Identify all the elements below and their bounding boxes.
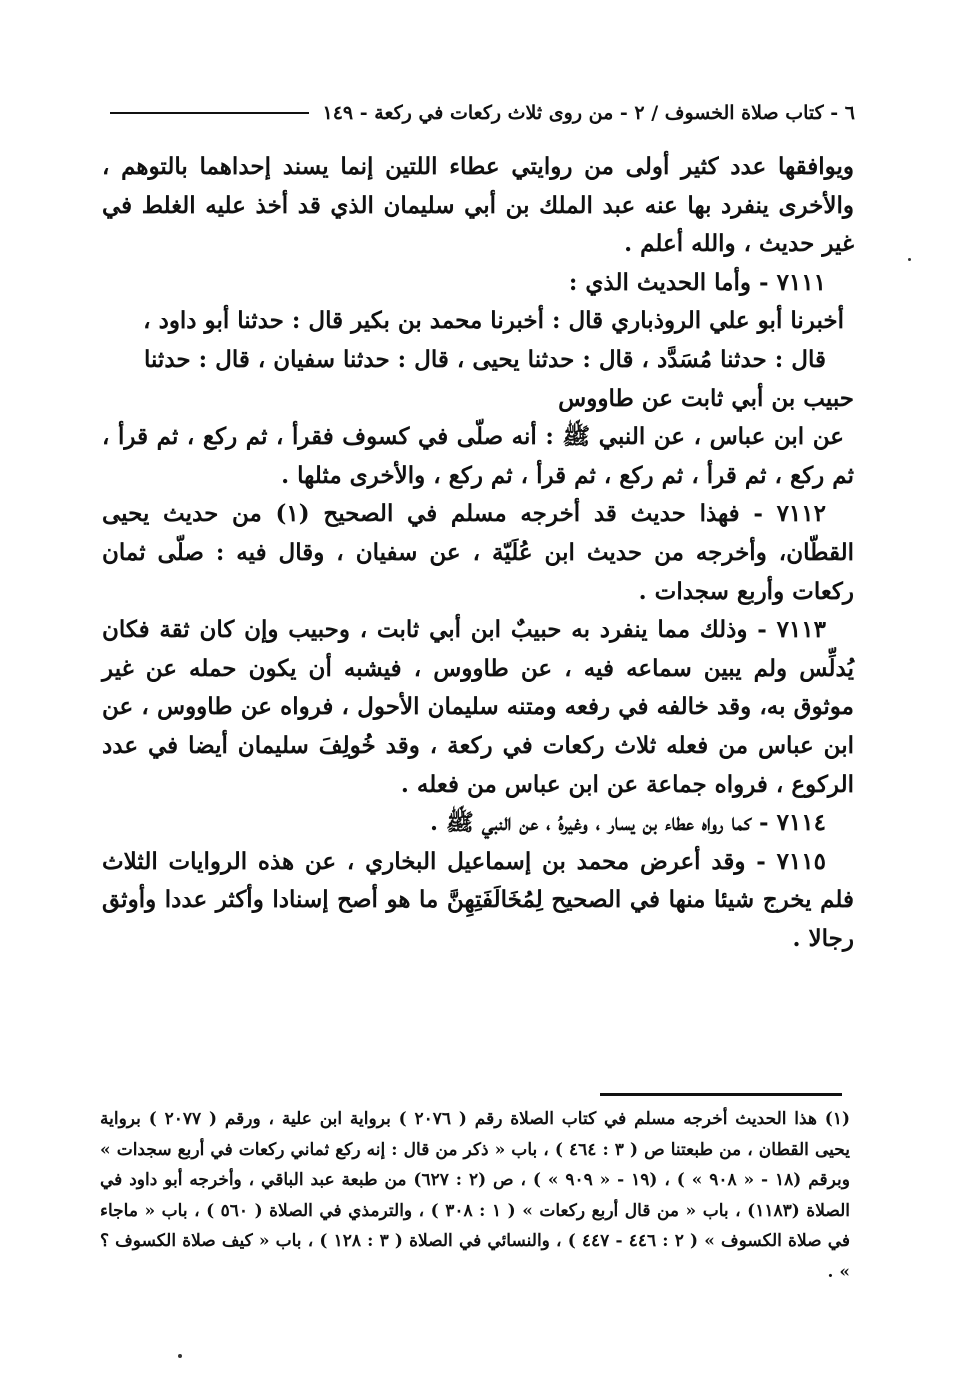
footnote-divider [600,1093,842,1096]
main-text [102,148,854,958]
running-header [110,96,855,130]
speck-mark [908,258,911,261]
paragraph-7113: ٧١١٣ - وذلك مما ينفرد به حبيبٌ ابن أبي ثابت ، وحبيب وإن كان ثقة فكان يُدلِّس ولم يبين سماعه فيه ، عن طاووس ، فيشبه أن يكون حمله عن غير موثوق به، وقد خالفه في رفعه ومتنه سليمان الأحول ، فرواه عن طاووس ، عن ابن عباس من فعله ثلاث ركعات في ركعة ، وقد خُولِفَ سليمان أيضا في عدد الركوع ، فرواه جماعة عن ابن عباس من فعله . [102,616,854,798]
speck-mark [178,1354,182,1358]
header-title: ٦ - كتاب صلاة الخسوف / ٢ - من روى ثلاث ركعات في ركعة - ١٤٩ [322,102,855,124]
header-rule [110,112,309,114]
isnad-line-1: أخبرنا أبو علي الروذباري قال : أخبرنا محمد بن بكير قال : حدثنا أبو داود ، [143,307,844,335]
paragraph-intro: ويوافقها عدد كثير أولى من روايتي عطاء اللتين إنما يسند إحداهما بالتوهم ، والأخرى ينفرد بها عنه عبد الملك بن أبي سليمان الذي قد أخذ عليه الغلط في غير حديث ، والله أعلم . [102,153,854,258]
isnad-line-3: حبيب بن أبي ثابت عن طاووس [558,384,854,412]
isnad-line-2: قال : حدثنا مُسَدَّد ، قال : حدثنا يحيى ، قال : حدثنا سفيان ، قال : حدثنا [143,345,826,373]
paragraph-7112: ٧١١٢ - فهذا حديث قد أخرجه مسلم في الصحيح (١) من حديث يحيى القطّان، وأخرجه من حديث ابن عُلَيّة ، عن سفيان ، وقال فيه : صلّى ثمان ركعات وأربع سجدات . [102,500,854,605]
footnote [100,1104,850,1287]
footnote-text: (١) هذا الحديث أخرجه مسلم في كتاب الصلاة رقم ( ٢٠٧٦ ) برواية ابن علية ، ورقم ( ٢٠٧٧ ) برواية يحيى القطان ، من طبعتنا ص ( ٣ : ٤٦٤ ) ، باب « ذكر من قال : إنه ركع ثماني ركعات في أربع سجدات » وبرقم (١٨ - « ٩٠٨ » ) ، (١٩ - « ٩٠٩ » ) ، ص (٢ : ٦٢٧) من طبعة عبد الباقي ، وأخرجه أبو داود في الصلاة (١١٨٣) ، باب « من قال أربع ركعات » ( ١ : ٣٠٨ ) ، والترمذي في الصلاة ( ٥٦٠ ) ، باب « ماجاء في صلاة الكسوف » ( ٢ : ٤٤٦ - ٤٤٧ ) ، والنسائي في الصلاة ( ٣ : ١٢٨ ) ، باب « كيف صلاة الكسوف ؟ » . [100,1109,850,1282]
paragraph-7111: ٧١١١ - وأما الحديث الذي : [568,268,826,296]
matn-paragraph: عن ابن عباس ، عن النبي ﷺ : أنه صلّى في كسوف فقرأ ، ثم ركع ، ثم قرأ ، ثم ركع ، ثم قرأ ، ثم ركع ، ثم قرأ ، ثم ركع ، والأخرى مثلها . [102,423,854,489]
paragraph-7114: ٧١١٤ - كما رواه عطاء بن يسار ، وغيرهُ ، عن النبي ﷺ . [429,809,826,837]
paragraph-7115: ٧١١٥ - وقد أعرض محمد بن إسماعيل البخاري ، عن هذه الروايات الثلاث فلم يخرج شيئا منها في الصحيح لِمُخَالَفَتِهِنَّ ما هو أصح إسنادا وأكثر عددا وأوثق رجالا . [102,847,854,952]
